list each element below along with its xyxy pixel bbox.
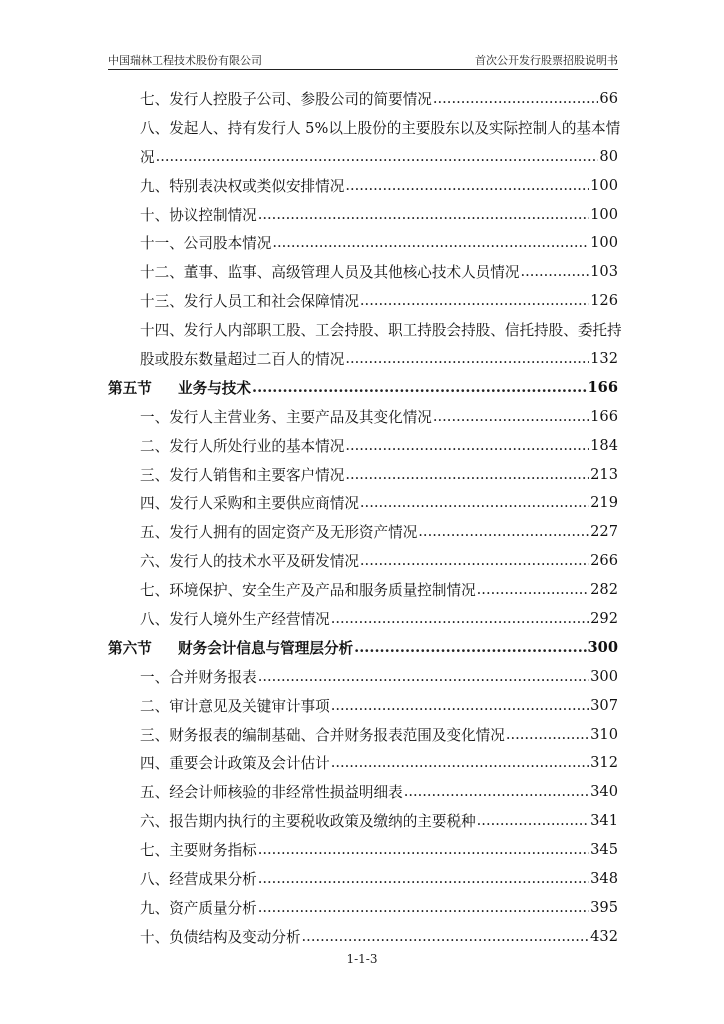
toc-leader-dots (520, 263, 589, 280)
toc-label: 八、经营成果分析 (140, 870, 257, 888)
toc-label: 三、发行人销售和主要客户情况 (140, 466, 345, 484)
toc-row (140, 604, 618, 633)
toc-row (140, 84, 618, 113)
toc-row (140, 228, 618, 257)
toc-page-number: 100 (590, 176, 618, 194)
toc-leader-dots (331, 697, 589, 714)
toc-leader-dots (477, 581, 589, 598)
toc-label (108, 637, 353, 658)
toc-page-number: 345 (590, 841, 618, 859)
toc-label: 二、发行人所处行业的基本情况 (140, 437, 345, 455)
toc-row (140, 575, 618, 604)
toc-row (140, 864, 618, 893)
toc-section[interactable] (108, 373, 618, 402)
toc-label: 四、发行人采购和主要供应商情况 (140, 495, 359, 513)
toc-page-number: 126 (590, 292, 618, 310)
toc-page-number: 219 (590, 494, 618, 512)
toc-label: 十三、发行人员工和社会保障情况 (140, 293, 359, 311)
toc-entry[interactable] (108, 864, 618, 893)
toc-entry[interactable] (108, 142, 618, 171)
toc-label: 股或股东数量超过二百人的情况 (140, 350, 345, 368)
toc-leader-dots (252, 379, 587, 396)
toc-label: 十、协议控制情况 (140, 206, 257, 224)
toc-label: 七、环境保护、安全生产及产品和服务质量控制情况 (140, 582, 476, 600)
toc-leader-dots (433, 90, 599, 107)
toc-leader-dots (506, 726, 589, 743)
toc-entry[interactable] (108, 488, 618, 517)
table-of-contents (108, 84, 622, 951)
toc-page-number: 184 (590, 436, 618, 454)
header-document-title: 首次公开发行股票招股说明书 (475, 54, 618, 67)
toc-leader-dots (345, 466, 589, 483)
toc-label: 六、发行人的技术水平及研发情况 (140, 553, 359, 571)
toc-row (140, 835, 618, 864)
toc-entry[interactable] (108, 113, 621, 142)
toc-row (140, 546, 618, 575)
toc-leader-dots (404, 783, 589, 800)
toc-row (140, 200, 618, 229)
toc-page-number: 312 (590, 754, 618, 772)
toc-page-number: 341 (590, 812, 618, 830)
toc-leader-dots (258, 668, 589, 685)
toc-row (140, 171, 618, 200)
toc-label: 一、发行人主营业务、主要产品及其变化情况 (140, 408, 432, 426)
toc-entry[interactable] (108, 460, 618, 489)
toc-entry[interactable] (108, 171, 618, 200)
toc-page-number: 100 (590, 205, 618, 223)
toc-page-number: 132 (590, 349, 618, 367)
toc-label: 七、主要财务指标 (140, 842, 257, 860)
toc-row (140, 488, 618, 517)
toc-leader-dots (258, 206, 589, 223)
toc-label: 三、财务报表的编制基础、合并财务报表范围及变化情况 (140, 726, 505, 744)
toc-label: 八、发起人、持有发行人 5%以上股份的主要股东以及实际控制人的基本情 (140, 119, 621, 137)
toc-leader-dots (302, 928, 590, 945)
toc-page-number: 340 (590, 783, 618, 801)
toc-entry[interactable] (108, 575, 618, 604)
toc-row (140, 720, 618, 749)
toc-entry[interactable] (108, 604, 618, 633)
toc-page-number: 348 (590, 869, 618, 887)
toc-row (140, 922, 618, 951)
toc-row (140, 315, 622, 344)
toc-row (140, 691, 618, 720)
toc-row (108, 633, 618, 662)
toc-leader-dots (272, 234, 589, 251)
toc-entry[interactable] (108, 286, 618, 315)
toc-entry[interactable] (108, 806, 618, 835)
toc-label: 五、经会计师核验的非经常性损益明细表 (140, 784, 403, 802)
toc-entry[interactable] (108, 835, 618, 864)
toc-entry[interactable] (108, 720, 618, 749)
toc-label: 九、特别表决权或类似安排情况 (140, 177, 345, 195)
toc-label: 四、重要会计政策及会计估计 (140, 755, 330, 773)
toc-leader-dots (477, 812, 589, 829)
toc-entry[interactable] (108, 84, 618, 113)
toc-page-number: 292 (590, 609, 618, 627)
toc-row (140, 893, 618, 922)
toc-page-number: 213 (590, 465, 618, 483)
toc-leader-dots (258, 841, 589, 858)
toc-row (140, 806, 618, 835)
toc-label: 七、发行人控股子公司、参股公司的简要情况 (140, 90, 432, 108)
toc-entry[interactable] (108, 402, 618, 431)
toc-section-number: 第五节 (108, 379, 152, 397)
toc-entry[interactable] (108, 257, 618, 286)
toc-label: 况 (140, 148, 155, 166)
toc-page-number: 66 (599, 89, 618, 107)
toc-leader-dots (345, 437, 589, 454)
toc-page-number: 395 (590, 898, 618, 916)
toc-label: 八、发行人境外生产经营情况 (140, 610, 330, 628)
toc-section[interactable] (108, 633, 618, 662)
toc-page-number: 300 (587, 638, 618, 656)
toc-entry[interactable] (108, 748, 618, 777)
toc-page-number: 310 (590, 725, 618, 743)
toc-page-number: 432 (590, 927, 618, 945)
toc-row (140, 286, 618, 315)
toc-leader-dots (258, 870, 589, 887)
toc-entry[interactable] (108, 777, 618, 806)
toc-label: 五、发行人拥有的固定资产及无形资产情况 (140, 524, 418, 542)
page-number: 1-1-3 (346, 952, 378, 966)
toc-row (140, 460, 618, 489)
toc-leader-dots (331, 610, 589, 627)
toc-entry[interactable] (108, 344, 618, 373)
toc-entry[interactable] (108, 200, 618, 229)
toc-row (140, 517, 618, 546)
toc-label: 十四、发行人内部职工股、工会持股、职工持股会持股、信托持股、委托持 (140, 322, 622, 340)
toc-leader-dots (345, 350, 589, 367)
toc-entry[interactable] (108, 315, 622, 344)
toc-page-number: 166 (590, 407, 618, 425)
toc-page-number: 282 (590, 581, 618, 599)
toc-page-number: 266 (590, 552, 618, 570)
toc-entry[interactable] (108, 546, 618, 575)
toc-section-number: 第六节 (108, 639, 152, 657)
toc-label: 十二、董事、监事、高级管理人员及其他核心技术人员情况 (140, 264, 520, 282)
toc-label: 十、负债结构及变动分析 (140, 928, 301, 946)
toc-entry[interactable] (108, 517, 618, 546)
toc-row (140, 142, 618, 171)
header-divider (108, 69, 618, 70)
toc-leader-dots (360, 494, 589, 511)
toc-label: 六、报告期内执行的主要税收政策及缴纳的主要税种 (140, 813, 476, 831)
toc-row (140, 402, 618, 431)
toc-label: 九、资产质量分析 (140, 899, 257, 917)
toc-entry[interactable] (108, 662, 618, 691)
toc-leader-dots (354, 639, 586, 656)
toc-leader-dots (418, 523, 589, 540)
toc-page-number: 100 (590, 234, 618, 252)
toc-row (140, 113, 621, 142)
toc-page-number: 227 (590, 523, 618, 541)
toc-leader-dots (360, 552, 589, 569)
toc-page-number: 300 (590, 667, 618, 685)
toc-label: 十一、公司股本情况 (140, 235, 272, 253)
toc-leader-dots (360, 292, 589, 309)
toc-row (140, 431, 618, 460)
toc-entry[interactable] (108, 431, 618, 460)
toc-label: 一、合并财务报表 (140, 668, 257, 686)
toc-label: 二、审计意见及关键审计事项 (140, 697, 330, 715)
toc-row (140, 344, 618, 373)
toc-leader-dots (258, 899, 589, 916)
toc-row (140, 777, 618, 806)
toc-page-number: 80 (599, 147, 618, 165)
toc-entry[interactable] (108, 691, 618, 720)
toc-row (108, 373, 618, 402)
toc-row (140, 748, 618, 777)
toc-page-number: 307 (590, 696, 618, 714)
toc-section-title: 财务会计信息与管理层分析 (178, 639, 354, 657)
toc-leader-dots (345, 177, 589, 194)
toc-entry[interactable] (108, 893, 618, 922)
toc-row (140, 662, 618, 691)
toc-entry[interactable] (108, 228, 618, 257)
toc-section-title: 业务与技术 (178, 379, 251, 397)
page-header (108, 52, 618, 68)
header-company: 中国瑞林工程技术股份有限公司 (108, 54, 262, 67)
toc-leader-dots (156, 148, 599, 165)
toc-leader-dots (331, 754, 589, 771)
toc-page-number: 166 (587, 378, 618, 396)
toc-row (140, 257, 618, 286)
toc-entry[interactable] (108, 922, 618, 951)
toc-label (108, 377, 251, 398)
toc-page-number: 103 (590, 263, 618, 281)
toc-leader-dots (433, 408, 589, 425)
